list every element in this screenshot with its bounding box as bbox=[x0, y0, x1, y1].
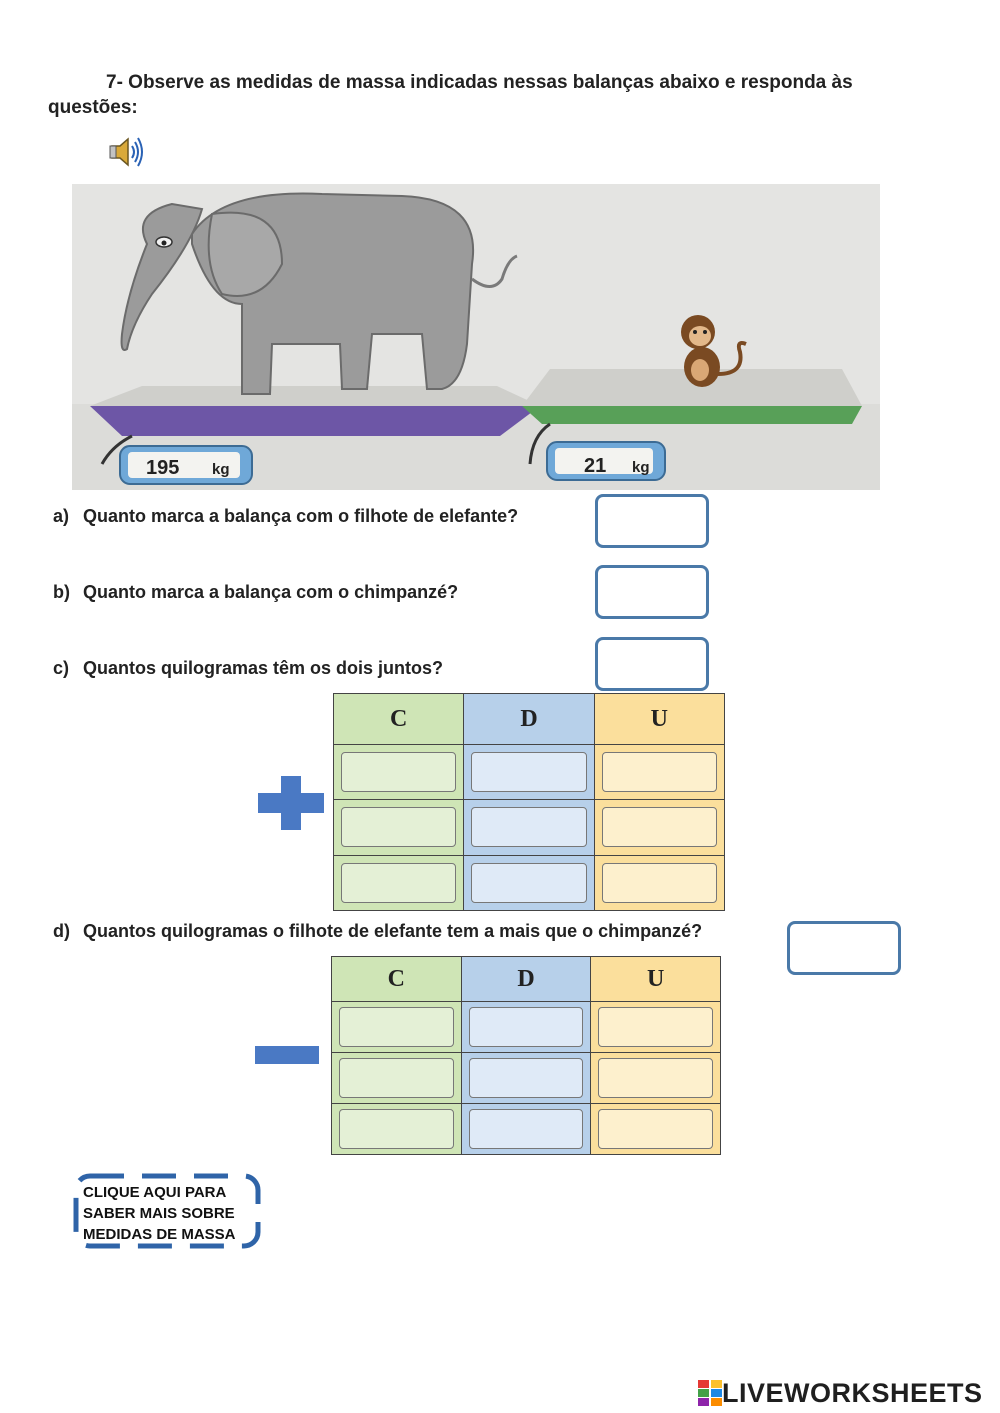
liveworksheets-wordmark: LIVEWORKSHEETS bbox=[722, 1377, 983, 1408]
subtraction-header-c: C bbox=[332, 957, 462, 1002]
addition-header-d: D bbox=[464, 694, 594, 745]
addition-row2-c-input[interactable] bbox=[341, 807, 456, 847]
addition-row1-u-input[interactable] bbox=[602, 752, 717, 792]
question-a bbox=[53, 506, 518, 527]
answer-a-input[interactable] bbox=[595, 494, 709, 548]
learn-more-line-1: CLIQUE AQUI PARA bbox=[83, 1184, 227, 1201]
subtraction-cell bbox=[461, 1104, 591, 1155]
question-d-text: Quantos quilogramas o filhote de elefante tem a mais que o chimpanzé? bbox=[83, 921, 703, 941]
speaker-icon[interactable] bbox=[106, 134, 146, 170]
liveworksheets-logo-icon bbox=[698, 1380, 722, 1406]
plus-sign-icon bbox=[258, 776, 324, 830]
elephant-scale-unit: kg bbox=[212, 461, 230, 478]
question-d bbox=[53, 921, 702, 942]
addition-cell bbox=[594, 745, 724, 800]
addition-row1-d-input[interactable] bbox=[471, 752, 586, 792]
liveworksheets-brand bbox=[698, 1378, 983, 1408]
subtraction-row2-d-input[interactable] bbox=[469, 1058, 584, 1098]
subtraction-header-u: U bbox=[591, 957, 721, 1002]
subtraction-cell bbox=[332, 1053, 462, 1104]
addition-cell bbox=[594, 855, 724, 910]
subtraction-header-d: D bbox=[461, 957, 591, 1002]
intro-instruction bbox=[48, 70, 928, 120]
subtraction-row3-d-input[interactable] bbox=[469, 1109, 584, 1149]
addition-header-u: U bbox=[594, 694, 724, 745]
subtraction-row2-c-input[interactable] bbox=[339, 1058, 454, 1098]
subtraction-row1-d-input[interactable] bbox=[469, 1007, 584, 1047]
subtraction-row2-u-input[interactable] bbox=[598, 1058, 713, 1098]
question-c bbox=[53, 658, 443, 679]
subtraction-table bbox=[331, 956, 721, 1150]
addition-row2-u-input[interactable] bbox=[602, 807, 717, 847]
learn-more-link[interactable] bbox=[83, 1182, 236, 1245]
addition-table bbox=[333, 693, 725, 911]
question-b-text: Quanto marca a balança com o chimpanzé? bbox=[83, 582, 459, 602]
intro-line-1: 7- Observe as medidas de massa indicadas nessas balanças abaixo e responda às bbox=[106, 72, 853, 93]
addition-row1-c-input[interactable] bbox=[341, 752, 456, 792]
subtraction-cell bbox=[461, 1002, 591, 1053]
answer-c-input[interactable] bbox=[595, 637, 709, 691]
subtraction-cell bbox=[591, 1053, 721, 1104]
scales-illustration bbox=[72, 184, 880, 490]
question-b bbox=[53, 582, 458, 603]
chimpanzee-scale-value: 21 bbox=[584, 455, 607, 477]
addition-cell bbox=[334, 800, 464, 855]
addition-row3-c-input[interactable] bbox=[341, 863, 456, 903]
addition-cell bbox=[594, 800, 724, 855]
addition-cell bbox=[334, 855, 464, 910]
subtraction-row1-c-input[interactable] bbox=[339, 1007, 454, 1047]
addition-row2-d-input[interactable] bbox=[471, 807, 586, 847]
question-a-text: Quanto marca a balança com o filhote de elefante? bbox=[83, 506, 519, 526]
subtraction-row3-c-input[interactable] bbox=[339, 1109, 454, 1149]
subtraction-row1-u-input[interactable] bbox=[598, 1007, 713, 1047]
answer-d-input[interactable] bbox=[787, 921, 901, 975]
learn-more-line-2: SABER MAIS SOBRE bbox=[83, 1205, 235, 1222]
subtraction-cell bbox=[461, 1053, 591, 1104]
addition-cell bbox=[464, 800, 594, 855]
addition-row3-u-input[interactable] bbox=[602, 863, 717, 903]
addition-row3-d-input[interactable] bbox=[471, 863, 586, 903]
subtraction-cell bbox=[591, 1002, 721, 1053]
question-a-label: a) bbox=[53, 506, 70, 526]
addition-cell bbox=[334, 745, 464, 800]
chimpanzee-scale-unit: kg bbox=[632, 459, 650, 476]
subtraction-row3-u-input[interactable] bbox=[598, 1109, 713, 1149]
addition-cell bbox=[464, 745, 594, 800]
question-b-label: b) bbox=[53, 582, 70, 602]
learn-more-line-3: MEDIDAS DE MASSA bbox=[83, 1226, 236, 1243]
answer-b-input[interactable] bbox=[595, 565, 709, 619]
subtraction-cell bbox=[332, 1002, 462, 1053]
subtraction-cell bbox=[332, 1104, 462, 1155]
intro-line-2: questões: bbox=[48, 97, 138, 118]
question-c-label: c) bbox=[53, 658, 70, 678]
question-d-label: d) bbox=[53, 921, 70, 941]
elephant-scale-value: 195 bbox=[146, 457, 180, 479]
addition-header-c: C bbox=[334, 694, 464, 745]
minus-sign-icon bbox=[255, 1046, 319, 1064]
subtraction-cell bbox=[591, 1104, 721, 1155]
question-c-text: Quantos quilogramas têm os dois juntos? bbox=[83, 658, 444, 678]
addition-cell bbox=[464, 855, 594, 910]
